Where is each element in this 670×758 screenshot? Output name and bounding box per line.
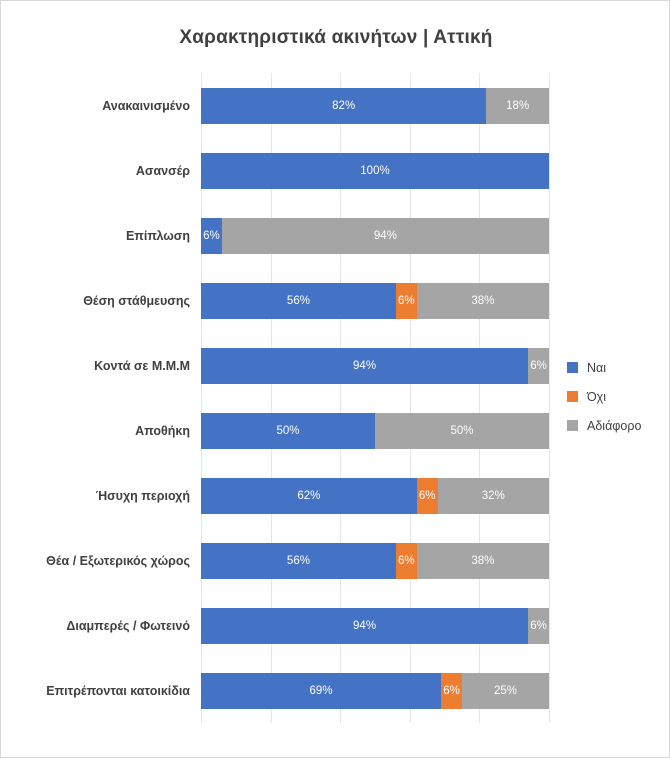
bar-segment-0[interactable] (201, 348, 528, 384)
gridline (549, 73, 550, 723)
stacked-bar[interactable] (201, 283, 549, 319)
bar-value-label: 94% (353, 359, 377, 372)
category-label (1, 398, 201, 463)
bar-value-label: 50% (450, 424, 474, 437)
bar-row (201, 333, 549, 398)
bar-row (201, 658, 549, 723)
bar-segment-1[interactable] (396, 283, 417, 319)
bar-segment-2[interactable] (438, 478, 549, 514)
bar-segment-0[interactable] (201, 413, 375, 449)
bar-segment-2[interactable] (417, 543, 549, 579)
category-label-text: Θέση στάθμευσης (83, 293, 190, 308)
bar-segment-2[interactable] (462, 673, 549, 709)
bar-segment-0[interactable] (201, 283, 396, 319)
bar-value-label: 94% (353, 619, 377, 632)
bar-segment-2[interactable] (528, 608, 549, 644)
bar-row (201, 593, 549, 658)
chart-legend (567, 353, 667, 440)
category-label (1, 463, 201, 528)
category-label-text: Θέα / Εξωτερικός χώρος (46, 553, 190, 568)
legend-item[interactable] (567, 411, 667, 440)
bar-value-label: 6% (398, 294, 415, 307)
bar-segment-1[interactable] (441, 673, 462, 709)
bar-value-label: 69% (309, 684, 333, 697)
category-label (1, 593, 201, 658)
stacked-bar[interactable] (201, 413, 549, 449)
bar-value-label: 50% (276, 424, 300, 437)
bar-segment-1[interactable] (417, 478, 438, 514)
bar-value-label: 6% (530, 359, 547, 372)
bar-value-label: 6% (203, 229, 220, 242)
bar-segment-0[interactable] (201, 608, 528, 644)
bar-segment-2[interactable] (222, 218, 549, 254)
bar-row (201, 398, 549, 463)
bar-value-label: 6% (530, 619, 547, 632)
bar-segment-1[interactable] (396, 543, 417, 579)
bar-segment-2[interactable] (375, 413, 549, 449)
bar-value-label: 6% (418, 489, 436, 502)
category-label-text: Κοντά σε Μ.Μ.Μ (94, 358, 190, 373)
stacked-bar[interactable] (201, 153, 549, 189)
category-label (1, 528, 201, 593)
bar-segment-0[interactable] (201, 218, 222, 254)
category-label (1, 73, 201, 138)
bar-row (201, 528, 549, 593)
stacked-bar[interactable] (201, 673, 549, 709)
legend-label: Όχι (587, 389, 607, 404)
bar-value-label: 6% (398, 554, 415, 567)
plot-area (201, 73, 549, 723)
bar-value-label: 38% (471, 554, 495, 567)
bar-segment-0[interactable] (201, 153, 549, 189)
legend-label: Αδιάφορο (587, 418, 642, 433)
category-label-text: Διαμπερές / Φωτεινό (66, 618, 190, 633)
bar-segment-2[interactable] (486, 88, 549, 124)
bar-value-label: 56% (286, 554, 310, 567)
bar-segment-2[interactable] (417, 283, 549, 319)
bar-value-label: 62% (297, 489, 321, 502)
category-label-text: Επιτρέπονται κατοικίδια (46, 683, 190, 698)
category-label (1, 333, 201, 398)
bar-value-label: 6% (443, 684, 460, 697)
bar-segment-0[interactable] (201, 478, 417, 514)
category-label-text: Ανακαινισμένο (102, 98, 190, 113)
legend-label: Ναι (587, 360, 607, 375)
legend-swatch-icon (567, 362, 578, 373)
bar-value-label: 25% (493, 684, 517, 697)
bar-row (201, 268, 549, 333)
category-label-text: Ήσυχη περιοχή (95, 488, 190, 503)
chart-title: Χαρακτηριστικά ακινήτων | Αττική (179, 27, 493, 48)
legend-swatch-icon (567, 391, 578, 402)
bar-segment-0[interactable] (201, 88, 486, 124)
category-label (1, 658, 201, 723)
legend-swatch-icon (567, 420, 578, 431)
category-label-text: Αποθήκη (135, 423, 190, 438)
bar-row (201, 463, 549, 528)
stacked-bar[interactable] (201, 218, 549, 254)
stacked-bar[interactable] (201, 348, 549, 384)
bar-segment-0[interactable] (201, 543, 396, 579)
stacked-bar[interactable] (201, 543, 549, 579)
category-label-text: Ασανσέρ (135, 163, 190, 178)
legend-item[interactable] (567, 382, 667, 411)
category-label (1, 203, 201, 268)
bar-value-label: 82% (332, 99, 356, 112)
bar-row (201, 203, 549, 268)
bar-value-label: 94% (373, 229, 397, 242)
stacked-bar[interactable] (201, 608, 549, 644)
bar-row (201, 73, 549, 138)
category-label-text: Επίπλωση (125, 228, 190, 243)
bar-row (201, 138, 549, 203)
bar-value-label: 32% (481, 489, 505, 502)
bar-value-label: 100% (360, 164, 390, 177)
bar-value-label: 56% (286, 294, 310, 307)
bar-segment-2[interactable] (528, 348, 549, 384)
legend-item[interactable] (567, 353, 667, 382)
bar-value-label: 18% (506, 99, 530, 112)
stacked-bar[interactable] (201, 88, 549, 124)
category-label (1, 138, 201, 203)
category-label (1, 268, 201, 333)
category-axis-labels (1, 73, 201, 723)
bar-value-label: 38% (471, 294, 495, 307)
stacked-bar[interactable] (201, 478, 549, 514)
bar-segment-0[interactable] (201, 673, 441, 709)
